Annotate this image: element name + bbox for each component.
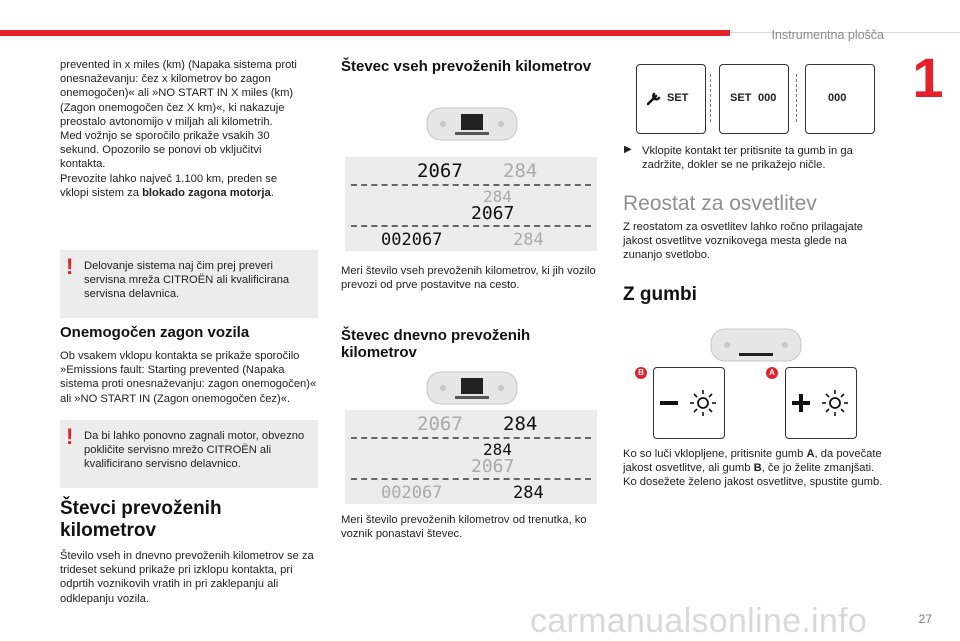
gumbi-text: Ko so luči vklopljene, pritisnite gumb A, da povečate jakost osvetlitve, ali gumb B, če jo želite zmanjšati. Ko dosežete želeno jakost osvetlitve, spustite gumb. bbox=[623, 448, 883, 489]
odo-mid-a: 284 bbox=[483, 187, 512, 206]
onemogocen-text: Ob vsakem vklopu kontakta se prikaže sporočilo »Emissions fault: Starting prevented (Napaka sistema proti onesnaževanju: zagon onemogočen)« ali »NO START IN (Zagon onemogočen čez)«. bbox=[60, 350, 317, 405]
brightness-increase-icon bbox=[790, 388, 852, 418]
odo-mid-b: 2067 bbox=[471, 203, 515, 224]
odo-mid-b: 2067 bbox=[471, 456, 515, 477]
page-number: 27 bbox=[918, 612, 932, 626]
sequence-separator bbox=[796, 74, 797, 122]
warning-icon: ! bbox=[66, 424, 74, 449]
intro-paragraph: prevented in x miles (km) (Napaka sistema proti onesnaževanju: čez x kilometrov bo zagon onemogočen)« ali »NO START IN X miles (km) (Zagon onemogočen čez X km)«, ki nakazuje preostalo avtonomijo v miljah ali kilometrih. Med vožnjo se sporočilo prikaže vsakih 30 sekund. Opozorilo se ponovi ob vključitvi kontakta. Prevozite lahko največ 1.100 km, preden se vklopi sistem za blokado zagona motorja. bbox=[60, 59, 297, 199]
caption-vseh: Meri število vseh prevoženih kilometrov, ki jih vozilo prevozi od prve postavitve na cesto. bbox=[341, 265, 596, 292]
odometer-display-trip bbox=[345, 410, 597, 504]
warning-icon: ! bbox=[66, 254, 74, 279]
header-accent-bar bbox=[0, 30, 730, 36]
odo-bottom-left: 002067 bbox=[381, 483, 443, 503]
dimmer-minus-button[interactable] bbox=[653, 367, 725, 439]
instrument-cluster-icon bbox=[709, 325, 803, 365]
heading-onemogocen-zagon: Onemogočen zagon vozila bbox=[60, 324, 250, 341]
badge-a: A bbox=[766, 367, 778, 379]
zero-display bbox=[805, 64, 875, 134]
instrument-cluster-icon bbox=[425, 104, 519, 144]
reset-instruction bbox=[624, 144, 882, 172]
zero-value: 000 bbox=[828, 92, 847, 104]
sequence-separator bbox=[710, 74, 711, 122]
odo-bottom-right: 284 bbox=[513, 483, 544, 503]
reostat-text: Z reostatom za osvetlitev lahko ročno prilagajate jakost osvetlitve voznikovega mesta glede na zunanjo svetlobo. bbox=[623, 221, 864, 262]
odo-bottom-left: 002067 bbox=[381, 230, 443, 250]
odo-mid-a: 284 bbox=[483, 440, 512, 459]
bullet-arrow-icon: ▶ bbox=[624, 144, 632, 155]
dimmer-plus-button[interactable] bbox=[785, 367, 857, 439]
caption-dnevno: Meri število prevoženih kilometrov od trenutka, ko voznik ponastavi števec. bbox=[341, 514, 587, 541]
set-label: SET bbox=[730, 92, 752, 104]
heading-gumbi: Z gumbi bbox=[623, 284, 697, 305]
reset-text: Vklopite kontakt ter pritisnite ta gumb in ga zadržite, dokler se ne prikažejo ničle. bbox=[642, 145, 853, 172]
warning-text: Delovanje sistema naj čim prej preveri servisna mreža CITROËN ali kvalificirana servisna delavnica. bbox=[84, 260, 290, 301]
badge-b: B bbox=[635, 367, 647, 379]
wrench-set-button[interactable] bbox=[636, 64, 706, 134]
divider-dashed bbox=[351, 225, 591, 227]
heading-stevec-dnevno: Števec dnevno prevoženih kilometrov bbox=[341, 327, 531, 361]
heading-stevci: Števci prevoženih kilometrov bbox=[60, 498, 222, 541]
odo-top-right: 284 bbox=[503, 413, 538, 435]
stevci-text: Število vseh in dnevno prevoženih kilometrov se za trideset sekund prikaže pri izklopu kontakta, pri odprtih voznikovih vratih in pri zaklepanju ali odklepanju vozila. bbox=[60, 550, 314, 605]
divider-dashed bbox=[351, 184, 591, 186]
column-1 bbox=[60, 58, 320, 200]
odo-top-left: 2067 bbox=[417, 413, 463, 435]
section-vseh bbox=[341, 58, 603, 75]
section-stevci bbox=[60, 498, 318, 606]
section-title: Instrumentna plošča bbox=[771, 28, 884, 42]
watermark: carmanualsonline.info bbox=[530, 602, 868, 640]
chapter-number: 1 bbox=[912, 46, 944, 109]
odometer-display-total bbox=[345, 157, 597, 251]
warning-box-restart bbox=[60, 420, 318, 488]
section-dnevno bbox=[341, 327, 603, 361]
instrument-cluster-icon bbox=[425, 368, 519, 408]
odo-top-left: 2067 bbox=[417, 160, 463, 182]
brightness-decrease-icon bbox=[658, 388, 720, 418]
warning-box-service bbox=[60, 250, 318, 318]
zero-value: 000 bbox=[758, 92, 777, 104]
section-onemogocen bbox=[60, 324, 318, 406]
divider-dashed bbox=[351, 437, 591, 439]
heading-stevec-vseh: Števec vseh prevoženih kilometrov bbox=[341, 58, 592, 75]
wrench-icon bbox=[647, 92, 663, 106]
warning-text: Da bi lahko ponovno zagnali motor, obvezno pokličite servisno mrežo CITROËN ali kvalificirano servisno delavnico. bbox=[84, 430, 305, 471]
set-label: SET bbox=[667, 92, 689, 104]
set-000-display bbox=[719, 64, 789, 134]
odo-top-right: 284 bbox=[503, 160, 538, 182]
heading-reostat: Reostat za osvetlitev bbox=[623, 192, 817, 215]
odo-bottom-right: 284 bbox=[513, 230, 544, 250]
divider-dashed bbox=[351, 478, 591, 480]
